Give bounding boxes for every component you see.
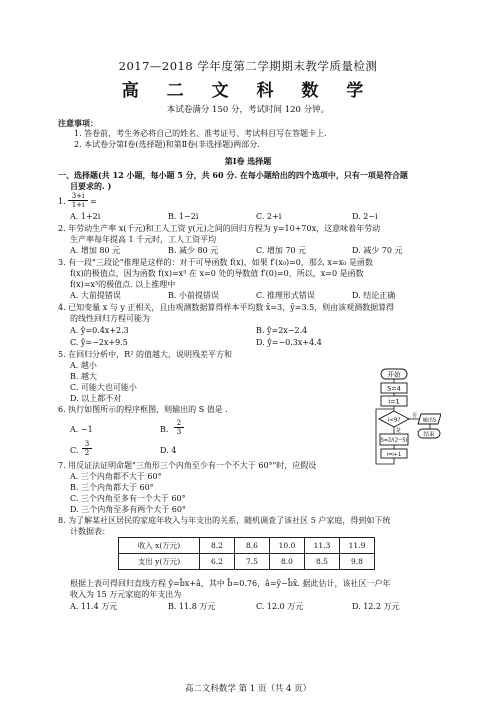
option-a: A. 11.4 万元 [70,602,118,611]
option-b: B. 1−2i [168,212,199,221]
option-c: C. [70,446,79,455]
option-d: D. 12.2 万元 [352,602,400,611]
income-expense-table [118,537,375,570]
question-text: f(x)的极值点，因为函数 f(x)=x³ 在 x=0 处的导数值 f′(0)=0，所以，x=0 是函数 [70,269,364,278]
question-text: 的线性回归方程可能为 [70,314,150,323]
option-b: B. 减少 80 元 [168,246,219,255]
option-b: B. ŷ=2x−2.4 [256,326,308,335]
svg-text:输出S: 输出S [422,417,437,424]
table-row [119,554,375,570]
table-cell: 11.3 [305,538,340,554]
fraction-denominator: 2 [82,448,92,457]
fraction-numerator: 2 [176,419,182,427]
question-text: 收入为 15 万元家庭的年支出为 [70,590,182,599]
question-text: 根据上表可得回归直线方程 ŷ=b̂x+â，其中 b̂=0.76，â=ȳ−b̂x̄. 据此估计，该社区一户年 [70,579,391,588]
svg-text:开始: 开始 [387,370,401,379]
svg-text:S=2/(2−S): S=2/(2−S) [380,437,408,444]
flow-update-i [381,449,407,458]
option-c: C. ŷ=−2x+9.5 [70,338,128,347]
fraction-numerator: 3 [84,440,90,448]
exam-title: 2017—2018 学年度第二学期期末教学质量检测 [118,59,378,73]
question-text: 2. 年劳动生产率 x(千元)和工人工资 y(元)之间的回归方程为 y=10+70x，这意味着年劳动 [58,224,381,233]
option-a: A. 越小 [70,361,97,370]
option-a: A. 三个内角都不大于 60° [70,472,162,481]
question-text: 6. 执行如图所示的程序框图，则输出的 S 值是 . [58,405,228,414]
option-c-fraction [82,440,92,457]
flowchart [375,368,441,472]
option-b: B. [160,425,169,434]
table-cell: 8.0 [270,554,305,570]
section-intro: 目要求的. ) [70,181,112,191]
svg-text:i<9?: i<9? [387,417,401,424]
flow-start [381,369,407,379]
notes-heading: 注意事项： [58,118,98,128]
svg-text:S=4: S=4 [387,384,401,393]
option-a: A. 增加 80 元 [70,246,121,255]
table-cell: 6.2 [200,554,235,570]
question-text: 5. 在回归分析中，R² 的值越大，说明残差平方和 [58,350,232,359]
table-cell: 8.5 [305,554,340,570]
option-c: C. 12.0 万元 [256,602,304,611]
table-cell: 10.0 [270,538,305,554]
option-d: D. 减少 70 元 [352,246,403,255]
q1-fraction [68,192,88,209]
option-b: B. 小前提错误 [168,291,219,300]
option-a: A. 大前提错误 [70,291,121,300]
flow-init-s [381,383,407,393]
exam-info: 本试卷满分 150 分，考试时间 120 分钟。 [166,105,330,115]
table-cell: 8.2 [200,538,235,554]
option-b-fraction [174,419,184,436]
option-d: D. 以上都不对 [70,394,122,403]
exam-subject: 高 二 文 科 数 学 [121,81,375,101]
option-c: C. 推理形式错误 [256,291,315,300]
svg-text:i=1: i=1 [388,397,400,406]
section-intro: 一、选择题(共 12 小题，每小题 5 分，共 60 分. 在每小题给出的四个选项中，只有一项是符合题 [58,170,408,180]
table-cell: 11.9 [340,538,375,554]
table-row [119,538,375,554]
option-d: D. 4 [160,446,177,455]
svg-text:i=i+1: i=i+1 [386,452,402,458]
question-text: 生产率每年提高 1 千元时，工人工资平均 [70,235,217,244]
table-cell: 9.8 [340,554,375,570]
question-text: f(x)=x³的极值点. 以上推理中 [70,280,176,289]
table-cell: 8.6 [235,538,270,554]
flow-no-label: 否 [412,413,418,419]
option-c: C. 三个内角至多有一个大于 60° [70,494,186,503]
flow-update-s [380,434,408,445]
note-item: 2. 本试卷分第Ⅰ卷(选择题)和第Ⅱ卷(非选择题)两部分. [74,140,260,149]
question-text: 8. 为了解某社区居民的家庭年收入与年支出的关系，随机调查了该社区 5 户家庭，得到如下统 [58,516,391,525]
option-d: D. 结论正确 [352,291,396,300]
table-header-cell: 收入 x(万元) [119,538,200,554]
option-c: C. 可能大也可能小 [70,383,137,392]
option-c: C. 2+i [256,212,282,221]
flow-end [418,429,440,438]
flow-init-i [381,396,407,406]
note-item: 1. 答卷前，考生务必将自己的姓名、准考证号、考试科目写在答题卡上. [74,129,327,138]
option-d: D. 三个内角至多有两个大于 60° [70,505,186,514]
question-text: 3. 有一段"三段论"推理是这样的：对于可导函数 f(x)，如果 f′(x₀)=0，那么 x=x₀ 是函数 [58,258,373,267]
option-d: D. ŷ=−0.3x+4.4 [256,338,322,347]
option-a: A. ŷ=0.4x+2.3 [70,326,129,335]
q1-numerator: 3+i [71,192,85,200]
question-text: 4. 已知变量 x 与 y 正相关，且由观测数据算得样本平均数 x̄=3，ȳ=3.5，则由该观测数据算得 [58,303,395,312]
option-c: C. 增加 70 元 [256,246,307,255]
option-a: A. 1+2i [70,212,101,221]
option-b: B. 越大 [70,372,97,381]
flow-yes-label: 是 [396,428,402,434]
page-footer: 高二文科数学 第 1 页（共 4 页） [184,684,312,694]
option-d: D. 2−i [352,212,378,221]
option-a: A. −1 [70,425,93,434]
section-title: 第Ⅰ卷 选择题 [224,156,272,166]
table-header-cell: 支出 y(万元) [119,554,200,570]
flow-condition [379,411,409,427]
q1-denominator: 1+i [68,200,88,209]
svg-text:结束: 结束 [423,432,435,438]
option-b: B. 三个内角都大于 60° [70,483,154,492]
fraction-denominator: 3 [174,427,184,436]
question-text: 7. 用反证法证明命题"三角形三个内角至少有一个不大于 60°"时，应假设 [58,461,317,470]
option-b: B. 11.8 万元 [168,602,216,611]
table-cell: 7.5 [235,554,270,570]
q1-equals: = [90,197,97,206]
question-number: 1. [58,197,66,206]
question-text: 计数据表： [70,527,110,536]
flow-output [418,414,441,424]
